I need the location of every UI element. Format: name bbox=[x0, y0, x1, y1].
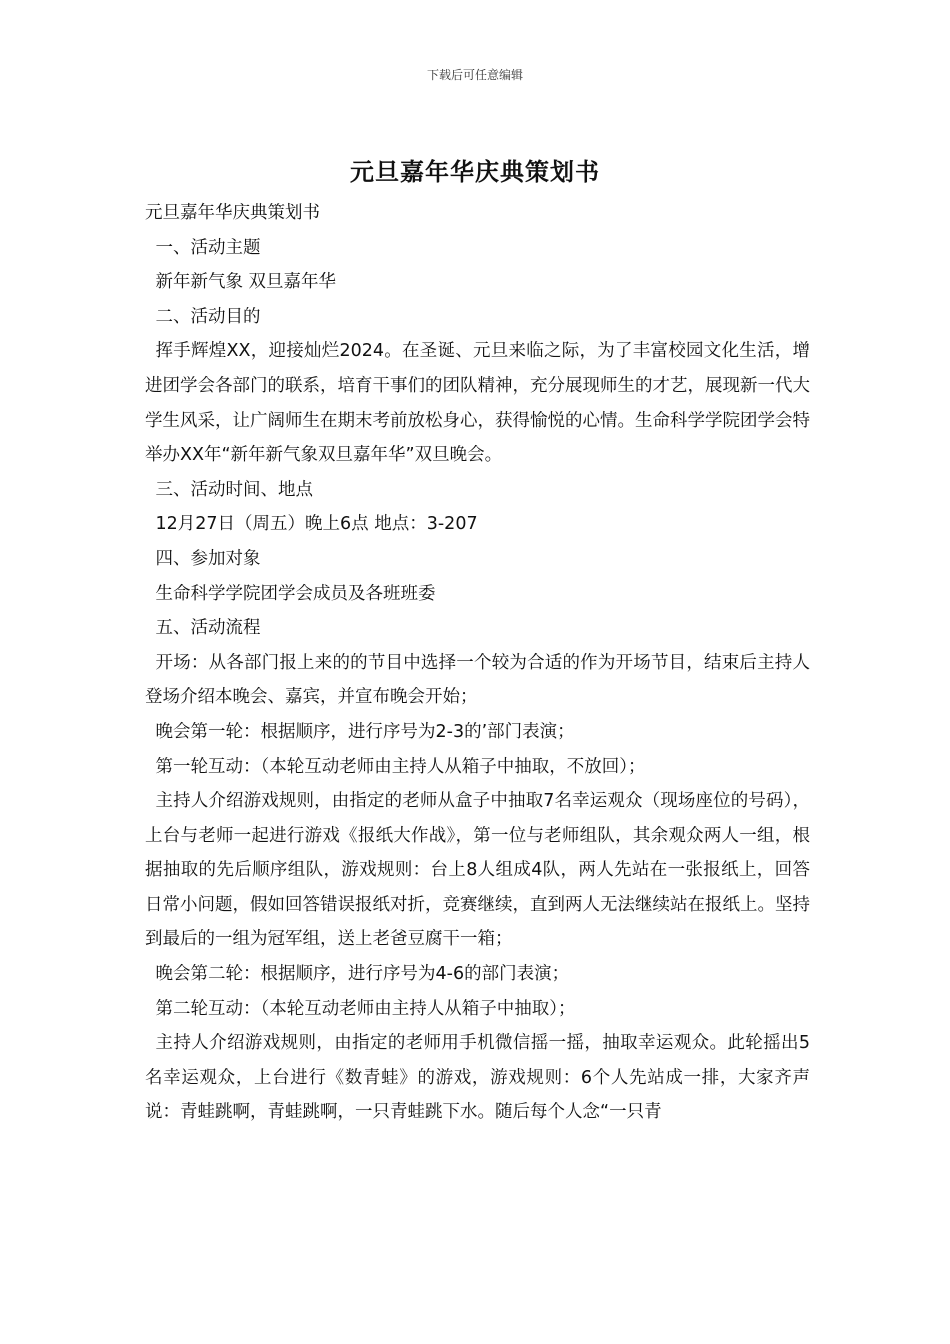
paragraph: 开场：从各部门报上来的的节目中选择一个较为合适的作为开场节目，结束后主持人登场介绍本晚会、嘉宾，并宣布晚会开始； bbox=[145, 652, 810, 708]
paragraph: 新年新气象 双旦嘉年华 bbox=[155, 272, 337, 293]
paragraph: 晚会第二轮：根据顺序，进行序号为4-6的部门表演； bbox=[155, 964, 570, 985]
paragraph: 第二轮互动：（本轮互动老师由主持人从箱子中抽取）； bbox=[155, 998, 576, 1019]
document-title: 元旦嘉年华庆典策划书 bbox=[350, 158, 600, 186]
paragraph: 主持人介绍游戏规则，由指定的老师从盒子中抽取7名幸运观众（现场座位的号码），上台与老师一起进行游戏《报纸大作战》，第一位与老师组队，其余观众两人一组，根据抽取的先后顺序组队，游戏规则：台上8人组成4队，两人先站在一张报纸上，回答日常小问题，假如回答错误报纸对折，竞赛继续，直到两人无法继续站在报纸上。坚持到最后的一组为冠军组，送上老爸豆腐干一箱； bbox=[145, 791, 810, 950]
paragraph: 晚会第一轮：根据顺序，进行序号为2-3的’部门表演； bbox=[155, 721, 575, 742]
paragraph: 二、活动目的 bbox=[155, 306, 261, 327]
header-note: 下载后可任意编辑 bbox=[426, 68, 523, 82]
paragraph: 三、活动时间、地点 bbox=[155, 479, 313, 500]
paragraph: 挥手辉煌XX，迎接灿烂2024。在圣诞、元旦来临之际，为了丰富校园文化生活，增进团学会各部门的联系，培育干事们的团队精神，充分展现师生的才艺，展现新一代大学生风采，让广阔师生在期末考前放松身心，获得愉悦的心情。生命科学学院团学会特举办XX年“新年新气象双旦嘉年华”双旦晚会。 bbox=[145, 341, 810, 466]
paragraph: 生命科学学院团学会成员及各班班委 bbox=[155, 583, 436, 604]
paragraph: 主持人介绍游戏规则，由指定的老师用手机微信摇一摇，抽取幸运观众。此轮摇出5名幸运观众，上台进行《数青蛙》的游戏，游戏规则：6个人先站成一排，大家齐声说：青蛙跳啊，青蛙跳啊，一只青蛙跳下水。随后每个人念“一只青 bbox=[145, 1033, 810, 1123]
paragraph: 12月27日（周五）晚上6点 地点：3-207 bbox=[155, 514, 478, 535]
paragraph: 四、参加对象 bbox=[155, 548, 261, 569]
paragraph: 一、活动主题 bbox=[155, 237, 261, 258]
paragraph: 五、活动流程 bbox=[155, 618, 261, 639]
paragraph: 元旦嘉年华庆典策划书 bbox=[145, 203, 320, 223]
document-body bbox=[145, 196, 810, 1130]
paragraph: 第一轮互动：（本轮互动老师由主持人从箱子中抽取，不放回）； bbox=[155, 756, 646, 777]
